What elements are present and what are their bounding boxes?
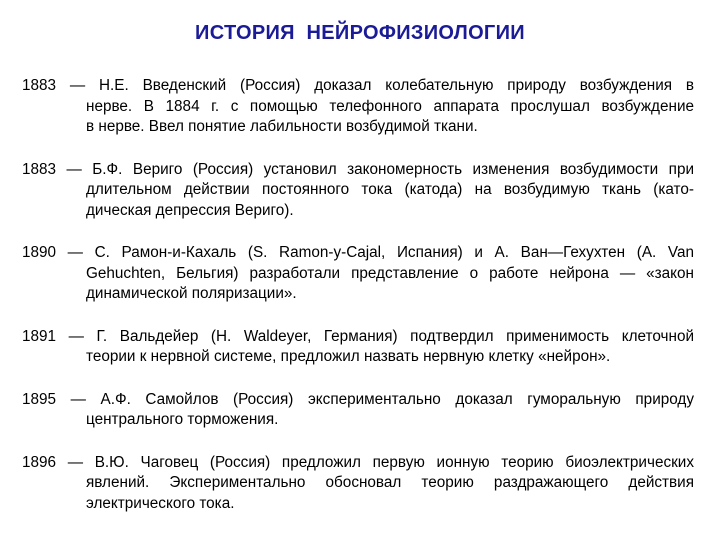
entry-line: дическая депрессия Вериго). [86,201,294,219]
entry-line: 1891 — Г. Вальдейер (H. Waldeyer, Германия) подтвердил применимость клеточной [22,327,694,345]
entry-line: явлений. Экспериментально обосновал теорию раздражающего действия [86,474,694,491]
entry-line: Gehuchten, Бельгия) разработали представление о работе нейрона — «закон [86,264,694,282]
history-entries [22,76,694,536]
entry-line: нерве. В 1884 г. с помощью телефонного аппарата прослушал возбуждение [86,97,694,115]
entry-line: динамической поляризации». [86,285,297,302]
entry-1883-verigo [22,160,694,222]
entry-line: длительном действии постоянного тока (катода) на возбудимую ткань (като- [86,181,694,198]
entry-1890-ramon-y-cajal [22,243,694,305]
entry-1883-vvedensky [22,76,694,138]
entry-1895-samoilov [22,390,694,431]
entry-line: 1896 — В.Ю. Чаговец (Россия) предложил первую ионную теорию биоэлектрических [22,453,694,471]
entry-1891-waldeyer [22,327,694,368]
entry-line: 1890 — С. Рамон-и-Кахаль (S. Ramon-y-Cajal, Испания) и А. Ван—Гехухтен (A. Van [22,244,694,261]
entry-line: 1895 — А.Ф. Самойлов (Россия) экспериментально доказал гуморальную природу [22,390,694,408]
entry-line: электрического тока. [86,494,235,512]
slide-title: ИСТОРИЯ НЕЙРОФИЗИОЛОГИИ [195,22,525,44]
entry-line: теории к нервной системе, предложил назвать нервную клетку «нейрон». [86,348,611,365]
entry-line: центрального торможения. [86,411,279,428]
entry-1896-chagovets [22,453,694,515]
entry-line: 1883 — Н.Е. Введенский (Россия) доказал колебательную природу возбуждения в [22,77,694,94]
entry-line: 1883 — Б.Ф. Вериго (Россия) установил закономерность изменения возбудимости при [22,160,694,178]
entry-line: в нерве. Ввел понятие лабильности возбудимой ткани. [86,118,478,135]
